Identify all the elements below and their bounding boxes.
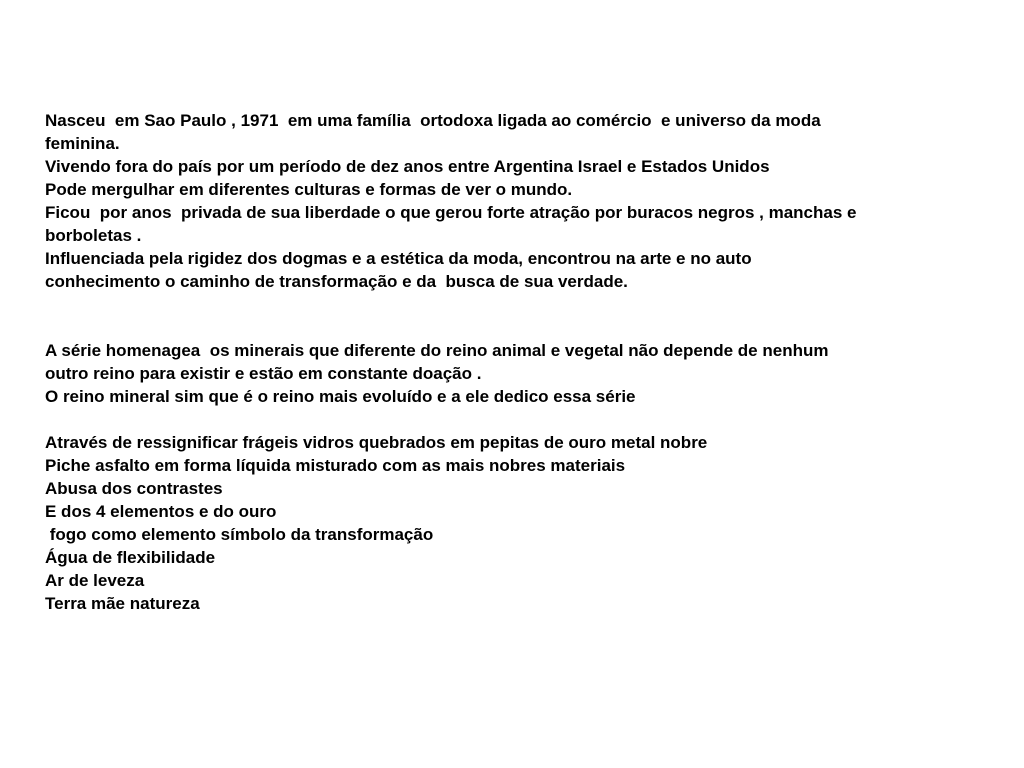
text-line: Abusa dos contrastes [45, 479, 223, 498]
text-line: Vivendo fora do país por um período de dez anos entre Argentina Israel e Estados Unidos [45, 157, 770, 176]
text-line: Ar de leveza [45, 571, 145, 590]
biography-paragraph [45, 109, 975, 293]
text-line: feminina. [45, 134, 120, 153]
text-line: outro reino para existir e estão em constante doação . [45, 364, 482, 383]
text-line: borboletas . [45, 226, 142, 245]
text-line: Influenciada pela rigidez dos dogmas e a estética da moda, encontrou na arte e no auto [45, 249, 752, 268]
text-line: fogo como elemento símbolo da transformação [45, 525, 434, 544]
elements-paragraph [45, 431, 975, 615]
text-line: Piche asfalto em forma líquida misturado com as mais nobres materiais [45, 456, 626, 475]
text-line: O reino mineral sim que é o reino mais evoluído e a ele dedico essa série [45, 387, 636, 406]
text-line: Ficou por anos privada de sua liberdade o que gerou forte atração por buracos negros , manchas e [45, 203, 857, 222]
text-line: A série homenagea os minerais que diferente do reino animal e vegetal não depende de nenhum [45, 341, 829, 360]
text-line: Nasceu em Sao Paulo , 1971 em uma família ortodoxa ligada ao comércio e universo da moda [45, 111, 821, 130]
text-line: Através de ressignificar frágeis vidros quebrados em pepitas de ouro metal nobre [45, 433, 708, 452]
text-line: conhecimento o caminho de transformação e da busca de sua verdade. [45, 272, 628, 291]
text-line: E dos 4 elementos e do ouro [45, 502, 277, 521]
text-line: Terra mãe natureza [45, 594, 200, 613]
text-line: Água de flexibilidade [45, 548, 216, 567]
text-line: Pode mergulhar em diferentes culturas e formas de ver o mundo. [45, 180, 573, 199]
series-intro-paragraph [45, 339, 975, 408]
